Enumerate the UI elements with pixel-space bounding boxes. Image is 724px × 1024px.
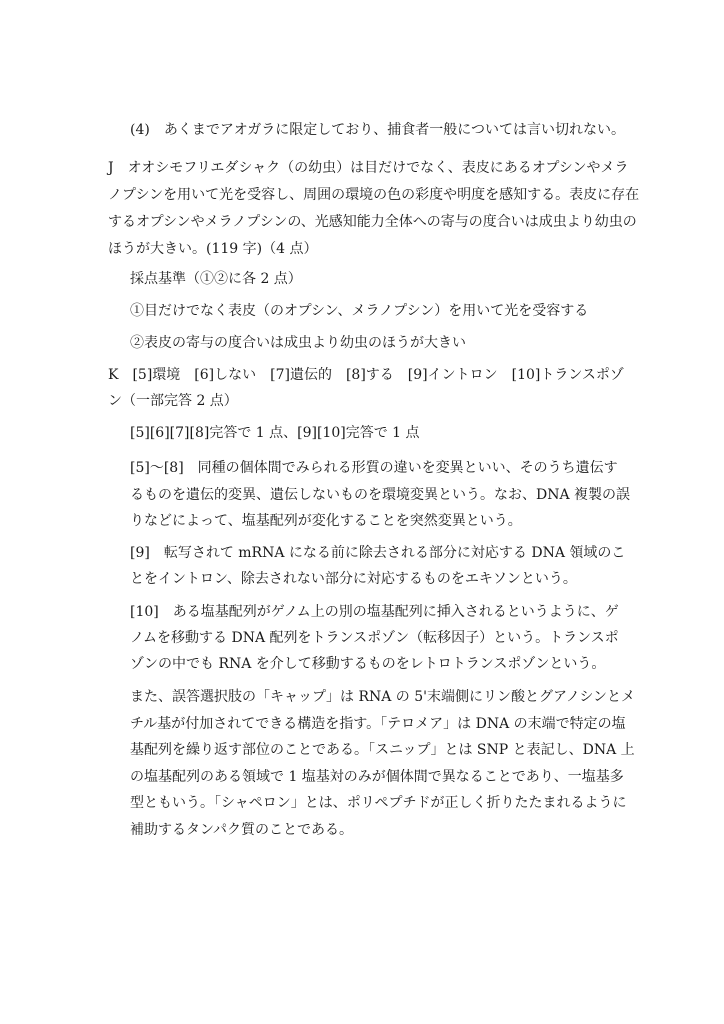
distractor-note-line-2: チル基が付加されてできる構造を指す。「テロメア」は DNA の末端で特定の塩 (130, 716, 626, 732)
note-10-line-2: ノムを移動する DNA 配列をトランスポゾン（転移因子）という。トランスポ (130, 630, 619, 646)
note-9-line-2: とをイントロン、除去されない部分に対応するものをエキソンという。 (130, 571, 577, 587)
section-k-scoring: [5][6][7][8]完答で 1 点、[9][10]完答で 1 点 (130, 425, 420, 441)
distractor-note-line-3: 基配列を繰り返す部位のことである。「スニップ」とは SNP と表記し、DNA 上 (130, 742, 635, 758)
note-5-8-line-3: りなどによって、塩基配列が変化することを突然変異という。 (130, 513, 522, 529)
scoring-criteria-heading: 採点基準（①②に各 2 点） (130, 271, 302, 287)
answer-4-line: (4) あくまでアオガラに限定しており、捕食者一般については言い切れない。 (130, 122, 625, 138)
distractor-note-line-6: 補助するタンパク質のことである。 (130, 822, 354, 838)
section-k-line-1: K [5]環境 [6]しない [7]遺伝的 [8]する [9]イントロン [10]トランスポゾ (108, 367, 624, 383)
section-k-line-2: ン（一部完答 2 点） (108, 393, 238, 409)
note-10-line-1: [10] ある塩基配列がゲノム上の別の塩基配列に挿入されるというように、ゲ (130, 604, 619, 620)
distractor-note-line-4: の塩基配列のある領域で 1 塩基対のみが個体間で異なることであり、一塩基多 (130, 769, 624, 785)
note-9-line-1: [9] 転写されて mRNA になる前に除去される部分に対応する DNA 領域のこ (130, 545, 626, 561)
note-5-8-line-1: [5]～[8] 同種の個体間でみられる形質の違いを変異といい、そのうち遺伝す (130, 460, 618, 476)
note-10-line-3: ゾンの中でも RNA を介して移動するものをレトロトランスポゾンという。 (130, 656, 606, 672)
section-j-line-3: するオプシンやメラノプシンの、光感知能力全体への寄与の度合いは成虫より幼虫の (108, 214, 637, 230)
scoring-criterion-2: ②表皮の寄与の度合いは成虫より幼虫のほうが大きい (130, 335, 466, 351)
note-5-8-line-2: るものを遺伝的変異、遺伝しないものを環境変異という。なお、DNA 複製の誤 (130, 487, 631, 503)
distractor-note-line-5: 型ともいう。「シャペロン」とは、ポリペプチドが正しく折りたたまれるように (130, 795, 627, 811)
section-j-line-2: ノプシンを用いて光を受容し、周囲の環境の色の彩度や明度を感知する。表皮に存在 (108, 187, 640, 203)
distractor-note-line-1: また、誤答選択肢の「キャップ」は RNA の 5'末端側にリン酸とグアノシンとメ (130, 689, 635, 705)
section-j-line-1: J オオシモフリエダシャク（の幼虫）は目だけでなく、表皮にあるオプシンやメラ (108, 160, 629, 176)
section-j-line-4: ほうが大きい。(119 字)（4 点） (108, 241, 318, 257)
scoring-criterion-1: ①目だけでなく表皮（のオプシン、メラノプシン）を用いて光を受容する (130, 303, 589, 319)
